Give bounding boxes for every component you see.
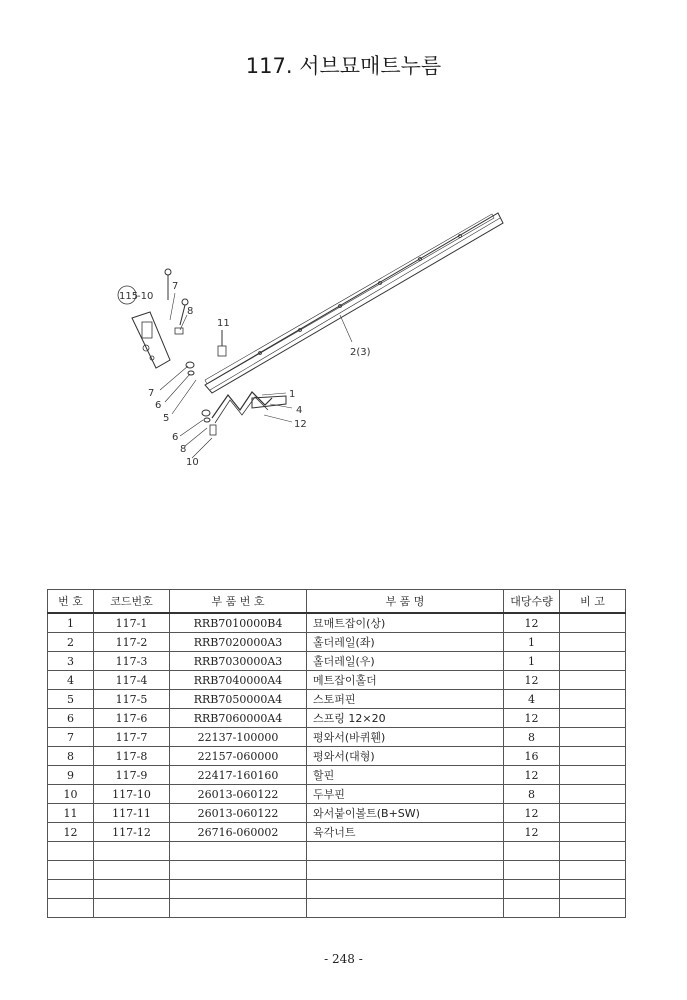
cell-qty: 12 (504, 613, 560, 633)
cell-remark (560, 728, 626, 747)
cell-part-no: 22137-100000 (170, 728, 307, 747)
cell-qty: 12 (504, 804, 560, 823)
cell-qty: 8 (504, 728, 560, 747)
cell-remark (560, 899, 626, 918)
table-row (48, 613, 626, 633)
cell-part-no (170, 880, 307, 899)
cell-code: 117-4 (94, 671, 170, 690)
cell-no: 8 (48, 747, 94, 766)
cell-remark (560, 842, 626, 861)
cell-no (48, 842, 94, 861)
cell-name: 스토퍼핀 (307, 690, 504, 709)
cell-remark (560, 652, 626, 671)
table-row (48, 842, 626, 861)
cell-part-no: RRB7010000B4 (170, 613, 307, 633)
cell-code: 117-1 (94, 613, 170, 633)
header-code: 코드번호 (94, 590, 170, 614)
cell-no: 3 (48, 652, 94, 671)
cell-remark (560, 785, 626, 804)
cell-qty (504, 899, 560, 918)
table-row (48, 728, 626, 747)
cell-no (48, 899, 94, 918)
cell-no: 10 (48, 785, 94, 804)
callout-6-left: 6 (155, 400, 162, 411)
table-row (48, 899, 626, 918)
cell-part-no: RRB7030000A3 (170, 652, 307, 671)
cell-part-no (170, 842, 307, 861)
cell-qty: 12 (504, 766, 560, 785)
cell-name (307, 842, 504, 861)
cell-name (307, 880, 504, 899)
cell-no: 5 (48, 690, 94, 709)
table-row (48, 804, 626, 823)
cell-part-no: 22417-160160 (170, 766, 307, 785)
cell-name: 육각너트 (307, 823, 504, 842)
cell-remark (560, 861, 626, 880)
cell-name: 할핀 (307, 766, 504, 785)
cell-no: 9 (48, 766, 94, 785)
cell-code: 117-5 (94, 690, 170, 709)
cell-name (307, 899, 504, 918)
callout-6-bottom: 6 (172, 432, 179, 443)
cell-part-no: RRB7040000A4 (170, 671, 307, 690)
cell-name: 스프링 12×20 (307, 709, 504, 728)
cell-code: 117-9 (94, 766, 170, 785)
cell-qty (504, 861, 560, 880)
cell-qty (504, 880, 560, 899)
cell-part-no: 26013-060122 (170, 785, 307, 804)
cell-name: 묘매트잡이(상) (307, 613, 504, 633)
cell-part-no (170, 861, 307, 880)
cell-part-no: 26013-060122 (170, 804, 307, 823)
header-part-no: 부 품 번 호 (170, 590, 307, 614)
cell-no: 11 (48, 804, 94, 823)
callout-2-3: 2(3) (350, 347, 371, 358)
callout-minus-10: -10 (137, 291, 154, 302)
callout-8-top: 8 (187, 306, 194, 317)
page-title: 117. 서브묘매트누름 (245, 54, 442, 78)
cell-part-no: RRB7050000A4 (170, 690, 307, 709)
cell-qty: 12 (504, 709, 560, 728)
table-row (48, 880, 626, 899)
cell-remark (560, 690, 626, 709)
cell-qty: 1 (504, 652, 560, 671)
cell-no: 2 (48, 633, 94, 652)
cell-qty (504, 842, 560, 861)
page-number: - 248 - (324, 952, 363, 966)
table-row (48, 785, 626, 804)
cell-remark (560, 823, 626, 842)
table-row (48, 823, 626, 842)
cell-no: 7 (48, 728, 94, 747)
cell-qty: 1 (504, 633, 560, 652)
table-row (48, 671, 626, 690)
cell-code (94, 880, 170, 899)
cell-code: 117-12 (94, 823, 170, 842)
cell-qty: 16 (504, 747, 560, 766)
callout-12: 12 (294, 419, 307, 430)
callout-10: 10 (186, 457, 199, 468)
cell-code (94, 899, 170, 918)
cell-remark (560, 671, 626, 690)
cell-remark (560, 633, 626, 652)
cell-no: 12 (48, 823, 94, 842)
cell-part-no: RRB7060000A4 (170, 709, 307, 728)
cell-code: 117-10 (94, 785, 170, 804)
cell-code (94, 842, 170, 861)
cell-name: 홀더레일(좌) (307, 633, 504, 652)
cell-code (94, 861, 170, 880)
parts-table (47, 589, 626, 918)
cell-no: 6 (48, 709, 94, 728)
callout-5: 5 (163, 413, 170, 424)
cell-qty: 12 (504, 823, 560, 842)
header-qty: 대당수량 (504, 590, 560, 614)
callout-11: 11 (217, 318, 230, 329)
cell-no: 4 (48, 671, 94, 690)
table-header-row (48, 590, 626, 614)
callout-1: 1 (289, 389, 296, 400)
cell-code: 117-11 (94, 804, 170, 823)
cell-code: 117-7 (94, 728, 170, 747)
callout-7-left: 7 (148, 388, 155, 399)
cell-remark (560, 766, 626, 785)
table-row (48, 633, 626, 652)
callout-115: 115 (119, 291, 139, 302)
cell-remark (560, 613, 626, 633)
cell-code: 117-3 (94, 652, 170, 671)
cell-remark (560, 747, 626, 766)
cell-part-no: 26716-060002 (170, 823, 307, 842)
holder-rail (205, 213, 503, 393)
cell-name: 메트잡이홀더 (307, 671, 504, 690)
header-name: 부 품 명 (307, 590, 504, 614)
cell-name: 두부핀 (307, 785, 504, 804)
cell-no (48, 861, 94, 880)
cell-remark (560, 804, 626, 823)
cell-code: 117-8 (94, 747, 170, 766)
cell-no: 1 (48, 613, 94, 633)
table-row (48, 861, 626, 880)
cell-code: 117-2 (94, 633, 170, 652)
cell-name: 평와서(바퀴휀) (307, 728, 504, 747)
cell-name: 와서붙이볼트(B+SW) (307, 804, 504, 823)
table-row (48, 747, 626, 766)
cell-part-no (170, 899, 307, 918)
callout-8-bottom: 8 (180, 444, 187, 455)
table-row (48, 690, 626, 709)
table-row (48, 652, 626, 671)
callout-4: 4 (296, 405, 303, 416)
cell-name: 홀더레일(우) (307, 652, 504, 671)
cell-code: 117-6 (94, 709, 170, 728)
cell-name: 평와서(대형) (307, 747, 504, 766)
cell-qty: 4 (504, 690, 560, 709)
cell-part-no: RRB7020000A3 (170, 633, 307, 652)
cell-part-no: 22157-060000 (170, 747, 307, 766)
header-no: 번 호 (48, 590, 94, 614)
callout-7-top: 7 (172, 281, 179, 292)
table-row (48, 709, 626, 728)
cell-no (48, 880, 94, 899)
header-remark: 비 고 (560, 590, 626, 614)
table-row (48, 766, 626, 785)
cell-qty: 12 (504, 671, 560, 690)
cell-remark (560, 709, 626, 728)
cell-name (307, 861, 504, 880)
cell-qty: 8 (504, 785, 560, 804)
cell-remark (560, 880, 626, 899)
